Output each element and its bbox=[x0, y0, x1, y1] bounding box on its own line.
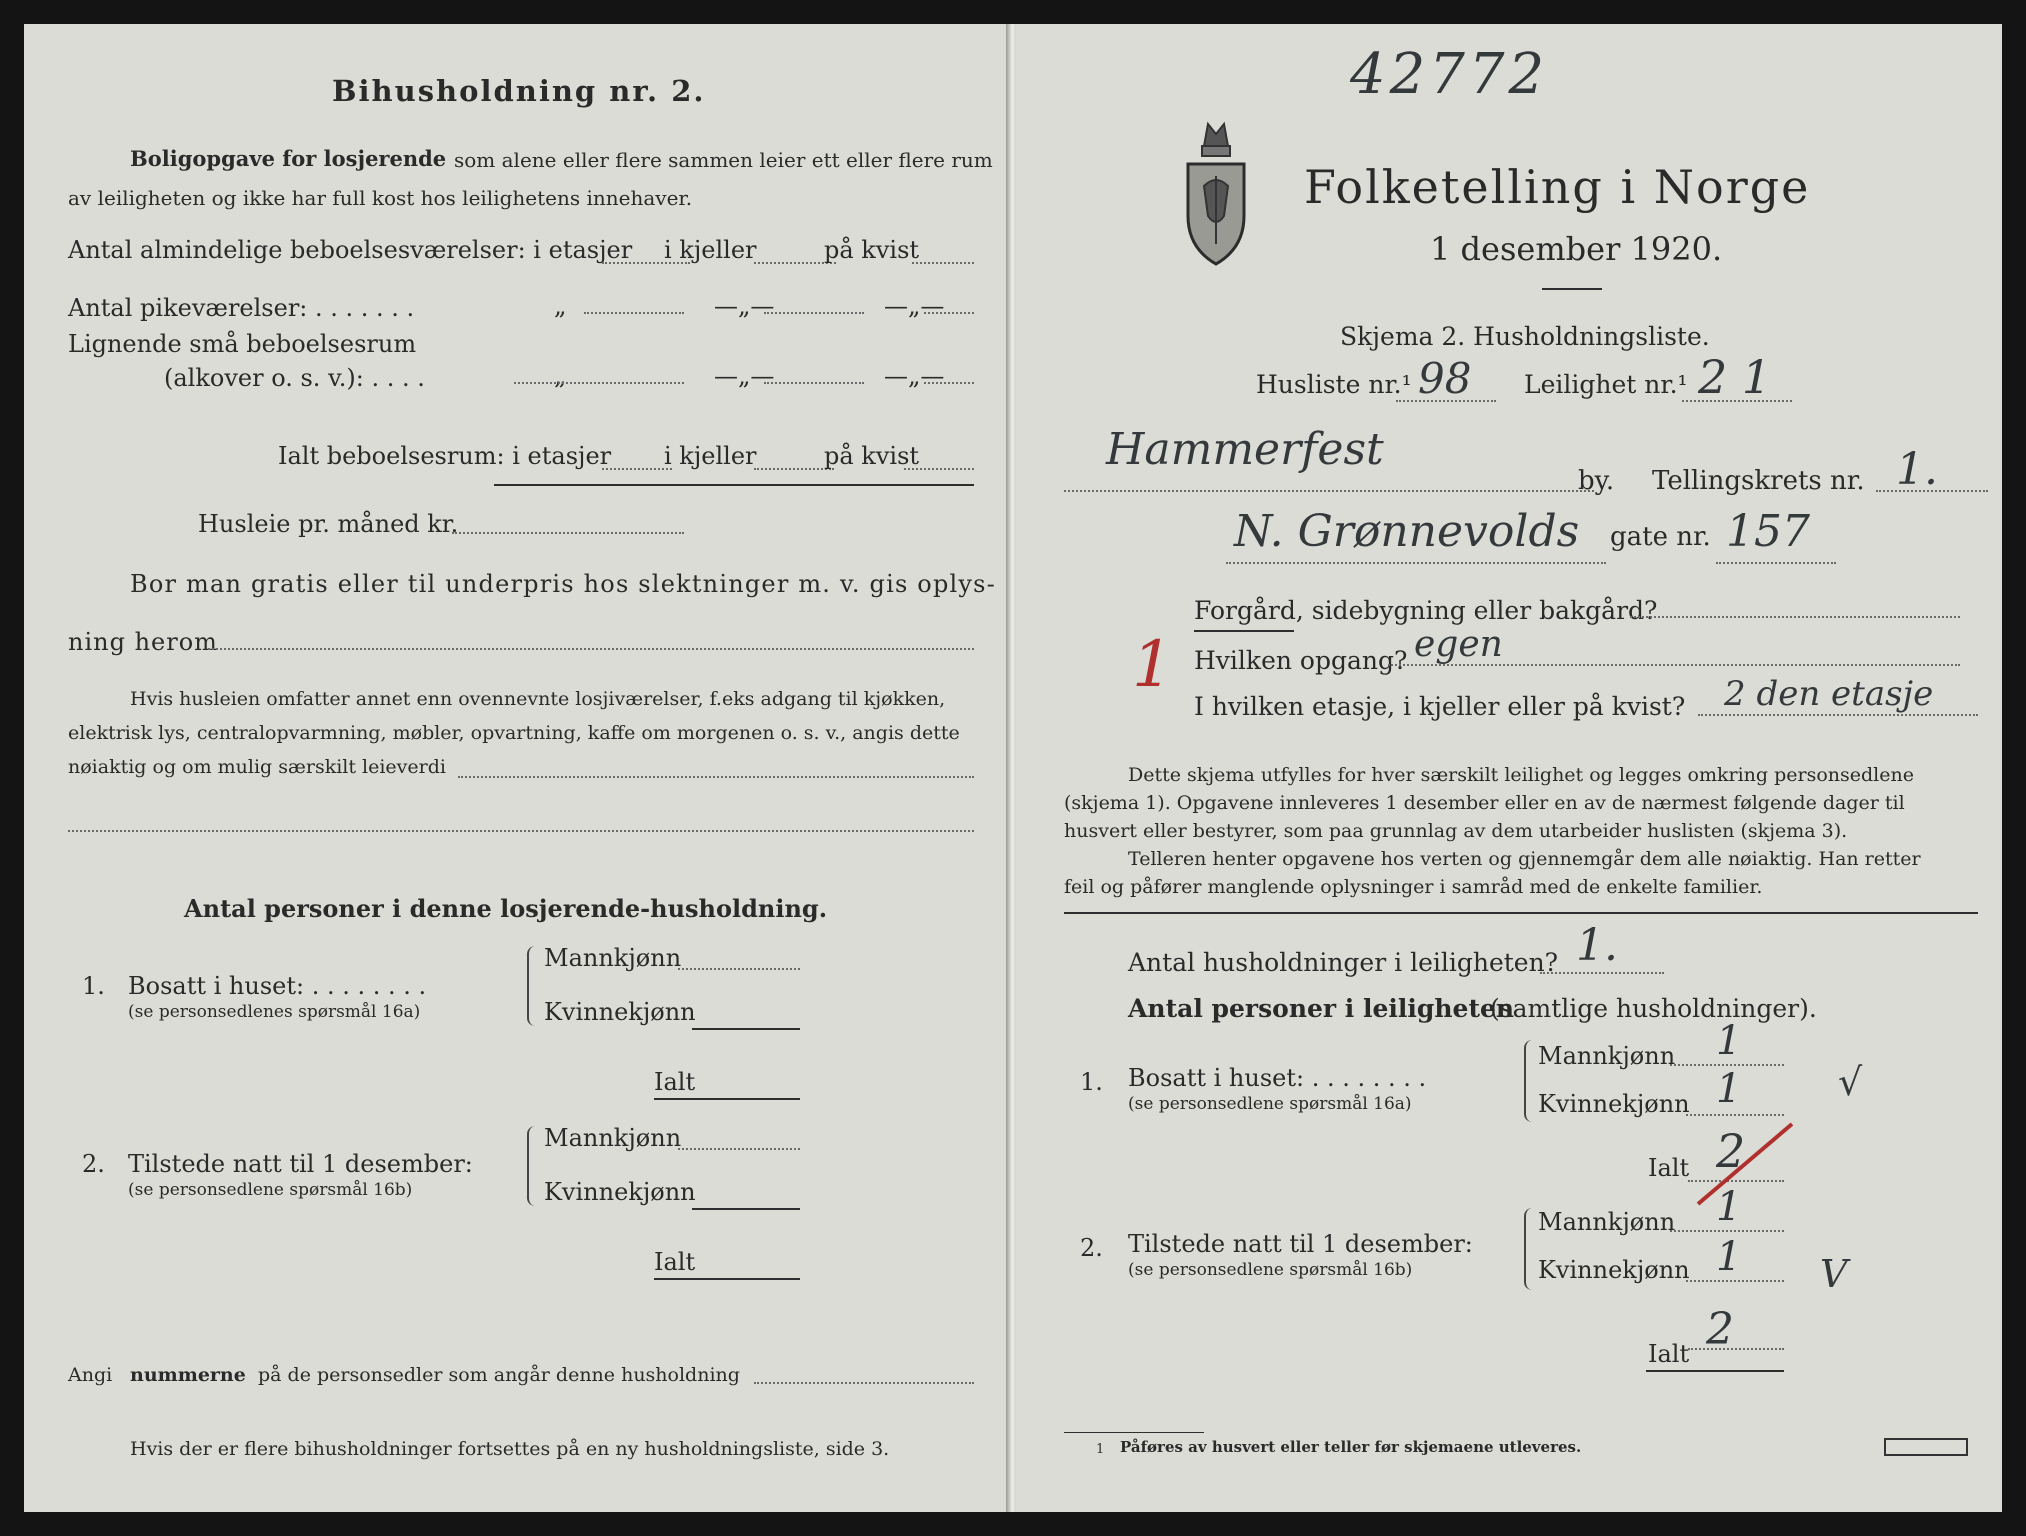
lignende-ditto-1: „ bbox=[554, 362, 567, 390]
city-field[interactable] bbox=[1064, 490, 1594, 492]
red-correction-strike bbox=[1688, 1118, 1798, 1210]
lignende-label-1: Lignende små beboelsesrum bbox=[68, 330, 417, 358]
q2-number: 2. bbox=[82, 1150, 105, 1178]
q1-mann-value: 1 bbox=[1716, 1018, 1742, 1064]
ialt-kvist-label: på kvist bbox=[824, 442, 920, 470]
q1-kvinne-value: 1 bbox=[1716, 1066, 1742, 1112]
footnote-text: Påføres av husvert eller teller før skjemaene utleveres. bbox=[1120, 1438, 1582, 1456]
q2-brace bbox=[527, 1126, 537, 1206]
krets-field[interactable] bbox=[1876, 490, 1988, 492]
q1-mann-label: Mannkjønn bbox=[1538, 1042, 1676, 1070]
personer-title: Antal personer i denne losjerende-husholdning. bbox=[184, 894, 828, 923]
q2-ialt-label: Ialt bbox=[654, 1248, 696, 1276]
right-page bbox=[1016, 24, 2002, 1512]
q2-kvinne-label: Kvinnekjønn bbox=[544, 1178, 696, 1206]
footnote-rule bbox=[1064, 1432, 1204, 1433]
leilighet-field[interactable] bbox=[1682, 400, 1792, 402]
q1-kvinne-field[interactable] bbox=[692, 1028, 800, 1030]
q1-mann-label: Mannkjønn bbox=[544, 944, 682, 972]
date-rule bbox=[1542, 288, 1602, 290]
krets-label: Tellingskrets nr. bbox=[1652, 466, 1865, 496]
q2-ialt-field[interactable] bbox=[654, 1278, 800, 1280]
check-mark-2: V bbox=[1820, 1252, 1848, 1296]
info-line-1: Dette skjema utfylles for hver særskilt leilighet og legges omkring personsedlene bbox=[1128, 764, 1914, 786]
left-footer: Hvis der er flere bihusholdninger fortsettes på en ny husholdningsliste, side 3. bbox=[130, 1438, 890, 1460]
intro-line-2: av leiligheten og ikke har full kost hos leilighetens innehaver. bbox=[68, 186, 693, 210]
info-line-2: (skjema 1). Opgavene innleveres 1 desember eller en av de nærmest følgende dager til bbox=[1064, 792, 1905, 814]
rooms-kvist-field[interactable] bbox=[912, 262, 974, 264]
lignende-etasjer-field[interactable] bbox=[514, 382, 684, 384]
q1-ialt-value: 2 bbox=[1716, 1124, 1746, 1178]
hvis-field-2[interactable] bbox=[68, 830, 974, 832]
ialt-kjeller-label: i kjeller bbox=[664, 442, 757, 470]
pike-etasjer-field[interactable] bbox=[584, 312, 684, 314]
skjema-label: Skjema 2. Husholdningsliste. bbox=[1340, 322, 1710, 351]
q2-mann-label: Mannkjønn bbox=[544, 1124, 682, 1152]
q2-number: 2. bbox=[1080, 1234, 1103, 1262]
q2-kvinne-field[interactable] bbox=[1686, 1280, 1784, 1282]
lignende-ditto-2: —„— bbox=[714, 362, 775, 390]
pike-kjeller-field[interactable] bbox=[764, 312, 864, 314]
q2-sub: (se personsedlene spørsmål 16b) bbox=[1128, 1260, 1413, 1280]
q2-mann-field[interactable] bbox=[1670, 1230, 1784, 1232]
q1-label: Bosatt i huset: . . . . . . . . bbox=[1128, 1064, 1427, 1092]
forgard-field[interactable] bbox=[1630, 616, 1960, 618]
pike-label: Antal pikeværelser: . . . . . . . bbox=[68, 294, 415, 322]
husleie-label: Husleie pr. måned kr. bbox=[198, 510, 459, 538]
q2-mann-field[interactable] bbox=[678, 1148, 800, 1150]
forgard-underline bbox=[1194, 630, 1294, 632]
husliste-label: Husliste nr.¹ bbox=[1256, 370, 1412, 399]
q1-ialt-label: Ialt bbox=[654, 1068, 696, 1096]
angi-bold: nummerne bbox=[130, 1364, 246, 1386]
info-line-3: husvert eller bestyrer, som paa grunnlag av dem utarbeider huslisten (skjema 3). bbox=[1064, 820, 1848, 842]
hvis-line-2: elektrisk lys, centralopvarmning, møbler, opvartning, kaffe om morgenen o. s. v., angis dette bbox=[68, 722, 960, 744]
rooms-label: Antal almindelige beboelsesværelser: i etasjer bbox=[68, 236, 633, 264]
q2-brace bbox=[1524, 1208, 1534, 1290]
q1-ialt-label: Ialt bbox=[1648, 1154, 1690, 1182]
pike-ditto-3: —„— bbox=[884, 292, 945, 320]
opgang-label: Hvilken opgang? bbox=[1194, 646, 1408, 675]
krets-value: 1. bbox=[1896, 444, 1938, 495]
q2-ialt-field[interactable] bbox=[1688, 1348, 1784, 1350]
check-mark-1: √ bbox=[1838, 1060, 1863, 1104]
ialt-underline bbox=[494, 484, 974, 486]
q1-sub: (se personsedlene spørsmål 16a) bbox=[1128, 1094, 1412, 1114]
q2-ialt-underline bbox=[1646, 1370, 1784, 1372]
lignende-kvist-field[interactable] bbox=[924, 382, 974, 384]
ialt-rooms-label: Ialt beboelsesrum: i etasjer bbox=[278, 442, 612, 470]
gate-value: 157 bbox=[1726, 506, 1810, 557]
lignende-label-2: (alkover o. s. v.): . . . . bbox=[164, 364, 425, 392]
antal-husholdninger-value: 1. bbox=[1576, 920, 1618, 971]
etasje-field[interactable] bbox=[1698, 714, 1978, 716]
rooms-kvist-label: på kvist bbox=[824, 236, 920, 264]
q2-kvinne-field[interactable] bbox=[692, 1208, 800, 1210]
q1-number: 1. bbox=[1080, 1068, 1103, 1096]
q2-label: Tilstede natt til 1 desember: bbox=[128, 1150, 473, 1178]
printer-stamp bbox=[1884, 1438, 1968, 1456]
rooms-kjeller-label: i kjeller bbox=[664, 236, 757, 264]
q2-ialt-label: Ialt bbox=[1648, 1340, 1690, 1368]
antal-husholdninger-label: Antal husholdninger i leiligheten? bbox=[1128, 948, 1559, 977]
q1-brace bbox=[527, 946, 537, 1026]
pike-ditto-2: —„— bbox=[714, 292, 775, 320]
q2-mann-value: 1 bbox=[1716, 1184, 1742, 1230]
opgang-value: egen bbox=[1414, 624, 1503, 665]
husliste-field[interactable] bbox=[1396, 400, 1496, 402]
husliste-value: 98 bbox=[1418, 354, 1472, 403]
hvis-line-1: Hvis husleien omfatter annet enn ovennevnte losjiværelser, f.eks adgang til kjøkken, bbox=[130, 688, 946, 710]
info-rule bbox=[1064, 912, 1978, 914]
gratis-line-1: Bor man gratis eller til underpris hos slektninger m. v. gis oplys- bbox=[130, 570, 996, 598]
archive-number: 42772 bbox=[1350, 42, 1549, 107]
footnote-number: 1 bbox=[1096, 1442, 1105, 1457]
info-line-5: feil og påfører manglende oplysninger i samråd med de enkelte familier. bbox=[1064, 876, 1763, 898]
leilighet-value: 2 1 bbox=[1698, 350, 1772, 404]
angi-rest: på de personsedler som angår denne husholdning bbox=[258, 1364, 740, 1386]
q1-number: 1. bbox=[82, 972, 105, 1000]
street-field[interactable] bbox=[1226, 562, 1606, 564]
personer-bold: Antal personer i leiligheten bbox=[1128, 994, 1515, 1023]
intro-bold: Boligopgave for losjerende bbox=[130, 146, 447, 171]
forgard-label: Forgård, sidebygning eller bakgård? bbox=[1194, 596, 1658, 625]
ialt-kjeller-field[interactable] bbox=[754, 468, 834, 470]
by-label: by. bbox=[1578, 466, 1615, 496]
q2-kvinne-label: Kvinnekjønn bbox=[1538, 1256, 1690, 1284]
ialt-kvist-field[interactable] bbox=[904, 468, 974, 470]
etasje-value: 2 den etasje bbox=[1724, 674, 1934, 714]
q1-mann-field[interactable] bbox=[678, 968, 800, 970]
gratis-line-2: ning herom bbox=[68, 628, 218, 656]
pike-ditto-1: „ bbox=[554, 292, 567, 320]
gratis-field[interactable] bbox=[208, 648, 974, 650]
angi-field[interactable] bbox=[754, 1382, 974, 1384]
etasje-label: I hvilken etasje, i kjeller eller på kvist? bbox=[1194, 692, 1686, 721]
q1-brace bbox=[1524, 1040, 1534, 1122]
census-title: Folketelling i Norge bbox=[1304, 160, 1811, 214]
gate-label: gate nr. bbox=[1610, 522, 1711, 552]
left-page bbox=[24, 24, 1010, 1512]
lignende-kjeller-field[interactable] bbox=[764, 382, 864, 384]
q2-ialt-value: 2 bbox=[1706, 1304, 1734, 1355]
q2-sub: (se personsedlene spørsmål 16b) bbox=[128, 1180, 413, 1200]
q1-ialt-field[interactable] bbox=[654, 1098, 800, 1100]
intro-rest: som alene eller flere sammen leier ett eller flere rum bbox=[454, 148, 993, 172]
red-mark: 1 bbox=[1132, 628, 1173, 702]
husleie-field[interactable] bbox=[452, 532, 684, 534]
hvis-field[interactable] bbox=[458, 776, 974, 778]
opgang-field[interactable] bbox=[1388, 664, 1960, 666]
hvis-line-3: nøiaktig og om mulig særskilt leieverdi bbox=[68, 756, 446, 778]
leilighet-label: Leilighet nr.¹ bbox=[1524, 370, 1688, 399]
city-value: Hammerfest bbox=[1106, 424, 1384, 475]
gate-field[interactable] bbox=[1716, 562, 1836, 564]
q2-mann-label: Mannkjønn bbox=[1538, 1208, 1676, 1236]
pike-kvist-field[interactable] bbox=[924, 312, 974, 314]
q1-kvinne-field[interactable] bbox=[1686, 1114, 1784, 1116]
info-line-4: Telleren henter opgavene hos verten og gjennemgår dem alle nøiaktig. Han retter bbox=[1128, 848, 1921, 870]
ialt-etasjer-field[interactable] bbox=[602, 468, 672, 470]
q1-label: Bosatt i huset: . . . . . . . . bbox=[128, 972, 427, 1000]
q1-sub: (se personsedlenes spørsmål 16a) bbox=[128, 1002, 421, 1022]
q1-kvinne-label: Kvinnekjønn bbox=[1538, 1090, 1690, 1118]
angi-pre: Angi bbox=[68, 1364, 113, 1386]
coat-of-arms-icon bbox=[1180, 116, 1252, 268]
antal-husholdninger-field[interactable] bbox=[1540, 972, 1664, 974]
q2-kvinne-value: 1 bbox=[1716, 1234, 1742, 1280]
q2-label: Tilstede natt til 1 desember: bbox=[1128, 1230, 1473, 1258]
census-date: 1 desember 1920. bbox=[1430, 230, 1723, 268]
street-value: N. Grønnevolds bbox=[1234, 506, 1580, 557]
lignende-ditto-3: —„— bbox=[884, 362, 945, 390]
q1-kvinne-label: Kvinnekjønn bbox=[544, 998, 696, 1026]
bihusholdning-title: Bihusholdning nr. 2. bbox=[332, 74, 706, 108]
personer-rest: (samtlige husholdninger). bbox=[1490, 994, 1817, 1023]
